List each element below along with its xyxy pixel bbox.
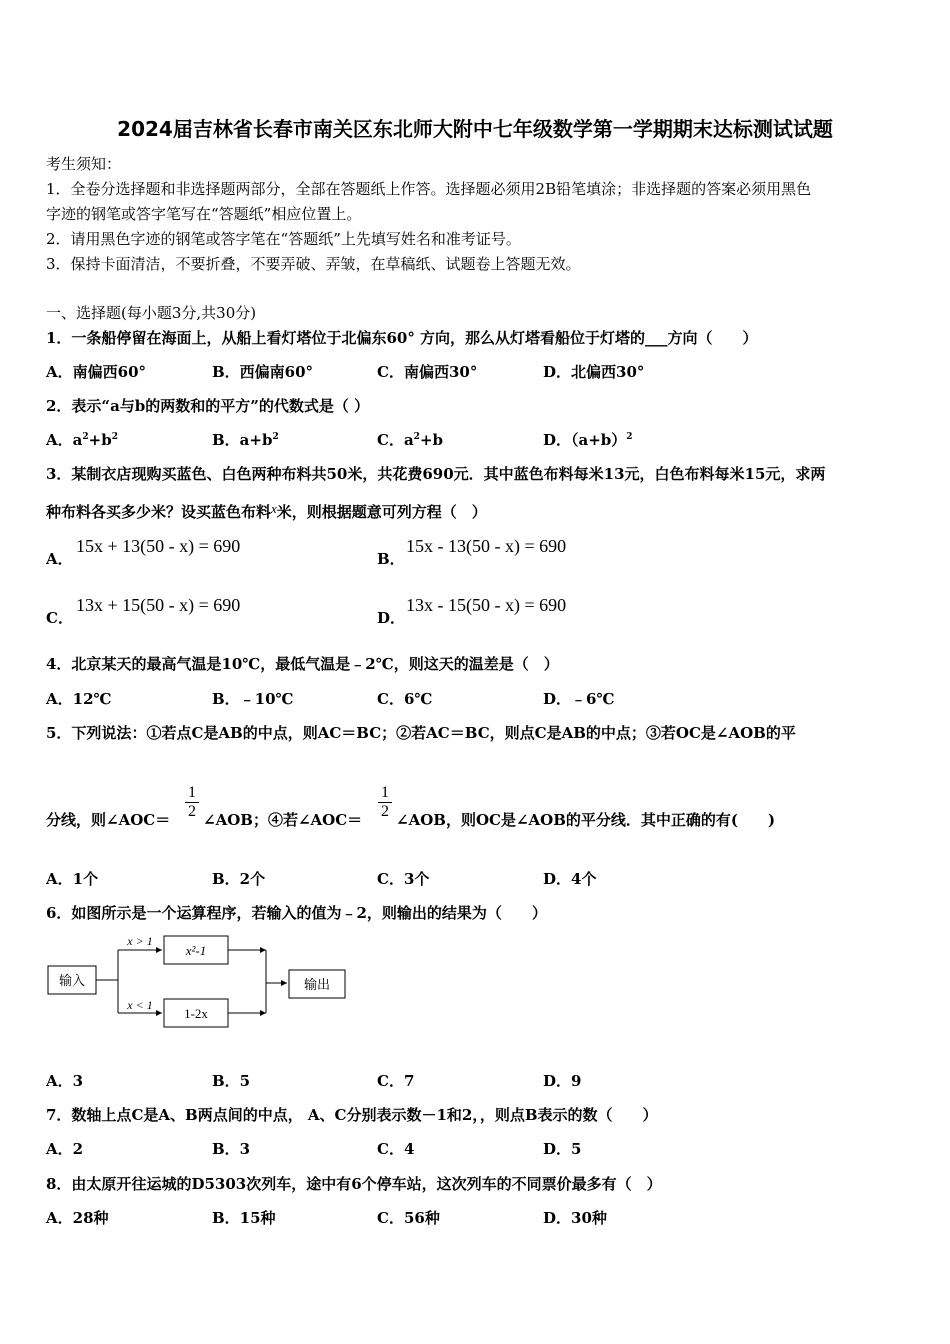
q6-option-a: A．3 xyxy=(46,1072,84,1090)
flow-arrowhead xyxy=(156,947,162,953)
notice-line-3: 3．保持卡面清洁，不要折叠，不要弄破、弄皱，在草稿纸、试题卷上答题无效。 xyxy=(46,255,581,273)
page-title: 2024届吉林省长春市南关区东北师大附中七年级数学第一学期期末达标测试试题 xyxy=(117,117,833,141)
q2-option-c: C．$a^2+b$ xyxy=(377,431,443,449)
q5-option-a: A．1个 xyxy=(46,870,99,888)
flow-box-bottom-label: 1-2x xyxy=(184,1006,208,1021)
q6-option-c: C．7 xyxy=(377,1072,415,1090)
flow-cond-top: x > 1 xyxy=(127,934,153,948)
q3-option-c-equation: 13x + 15(50 - x) = 690 xyxy=(76,595,241,615)
q3-stem-line2: 种布料各买多少米？设买蓝色布料x米，则根据题意可列方程（ ） xyxy=(46,501,487,521)
q8-option-a: A．28种 xyxy=(46,1209,109,1227)
q5-option-d: D．4个 xyxy=(543,870,597,888)
q7-option-b: B．3 xyxy=(212,1140,251,1158)
notice-heading: 考生须知： xyxy=(46,155,122,173)
q1-option-c: C．南偏西30° xyxy=(377,363,478,381)
q4-option-d: D．﹣6℃ xyxy=(543,690,615,708)
q5-option-c: C．3个 xyxy=(377,870,430,888)
q4-option-b: B．﹣10℃ xyxy=(212,690,294,708)
q8-option-b: B．15种 xyxy=(212,1209,276,1227)
flow-input-label: 输入 xyxy=(58,974,86,989)
q5-seg-1: 分线，则∠AOC＝ xyxy=(46,811,171,829)
q2-stem: 2．表示“a与b的两数和的平方”的代数式是（ ） xyxy=(46,397,370,415)
q1-option-d: D．北偏西30° xyxy=(543,363,645,381)
flow-box-top-label: x²-1 xyxy=(185,943,207,958)
q8-stem: 8．由太原开往运城的D5303次列车，途中有6个停车站，这次列车的不同票价最多有（ ） xyxy=(46,1175,662,1193)
q3-option-a-equation: 15x + 13(50 - x) = 690 xyxy=(76,536,241,556)
q1-option-b: B．西偏南60° xyxy=(212,363,314,381)
q5-seg-2: ∠AOB；④若∠AOC＝ xyxy=(203,811,363,829)
q1-option-a: A．南偏西60° xyxy=(46,363,147,381)
q2-option-b: B．$a+b^2$ xyxy=(212,431,279,449)
notice-line-1a: 1．全卷分选择题和非选择题两部分，全部在答题纸上作答。选择题必须用2B铅笔填涂；非选择题的答案必须用黑色 xyxy=(46,180,812,198)
q8-option-d: D．30种 xyxy=(543,1209,607,1227)
q3-stem-line1: 3．某制衣店现购买蓝色、白色两种布料共50米，共花费690元．其中蓝色布料每米13元，白色布料每米15元，求两 xyxy=(46,465,826,483)
q3-option-c-label: C． xyxy=(46,609,73,627)
q5-seg-3: ∠AOB，则OC是∠AOB的平分线．其中正确的有( ) xyxy=(396,811,776,829)
flow-cond-bottom: x < 1 xyxy=(127,998,153,1012)
q3-option-b-label: B． xyxy=(377,550,405,568)
q5-stem-line1: 5．下列说法：①若点C是AB的中点，则AC＝BC；②若AC＝BC，则点C是AB的中点；③若OC是∠AOB的平 xyxy=(46,724,796,742)
q3-option-a-label: A． xyxy=(46,550,73,568)
q4-stem: 4．北京某天的最高气温是10℃，最低气温是﹣2℃，则这天的温差是（ ） xyxy=(46,655,559,673)
flow-output-label: 输出 xyxy=(303,978,331,993)
q4-option-c: C．6℃ xyxy=(377,690,433,708)
flow-arrowhead xyxy=(281,980,287,986)
q7-stem: 7．数轴上点C是A、B两点间的中点， A、C分别表示数－1和2，，则点B表示的数（ ） xyxy=(46,1106,658,1124)
q4-option-a: A．12℃ xyxy=(46,690,112,708)
q5-fraction-2: $\frac{1}{2}$ xyxy=(378,784,392,821)
q7-option-d: D．5 xyxy=(543,1140,582,1158)
q7-option-c: C．4 xyxy=(377,1140,415,1158)
q2-option-d: D．$(a+b)^2$ xyxy=(543,431,633,449)
q3-option-d-label: D． xyxy=(377,609,406,627)
q1-stem: 1．一条船停留在海面上，从船上看灯塔位于北偏东60° 方向，那么从灯塔看船位于灯塔的___方向（ ） xyxy=(46,329,758,347)
q3-option-d-equation: 13x - 15(50 - x) = 690 xyxy=(406,595,567,615)
q2-option-a: A．$a^2+b^2$ xyxy=(46,431,118,449)
q7-option-a: A．2 xyxy=(46,1140,84,1158)
q6-option-b: B．5 xyxy=(212,1072,251,1090)
notice-line-1b: 字迹的钢笔或答字笔写在“答题纸”相应位置上。 xyxy=(46,205,362,223)
q6-stem: 6．如图所示是一个运算程序，若输入的值为﹣2，则输出的结果为（ ） xyxy=(46,904,547,922)
flow-arrowhead xyxy=(156,1010,162,1016)
flow-arrowhead xyxy=(260,947,266,953)
flowchart-diagram xyxy=(42,930,362,1040)
section-heading: 一、选择题(每小题3分,共30分) xyxy=(46,304,257,322)
q6-option-d: D．9 xyxy=(543,1072,582,1090)
q8-option-c: C．56种 xyxy=(377,1209,440,1227)
flow-arrowhead xyxy=(260,1010,266,1016)
q5-option-b: B．2个 xyxy=(212,870,266,888)
q5-fraction-1: $\frac{1}{2}$ xyxy=(185,784,199,821)
q3-option-b-equation: 15x - 13(50 - x) = 690 xyxy=(406,536,567,556)
notice-line-2: 2．请用黑色字迹的钢笔或答字笔在“答题纸”上先填写姓名和准考证号。 xyxy=(46,230,521,248)
